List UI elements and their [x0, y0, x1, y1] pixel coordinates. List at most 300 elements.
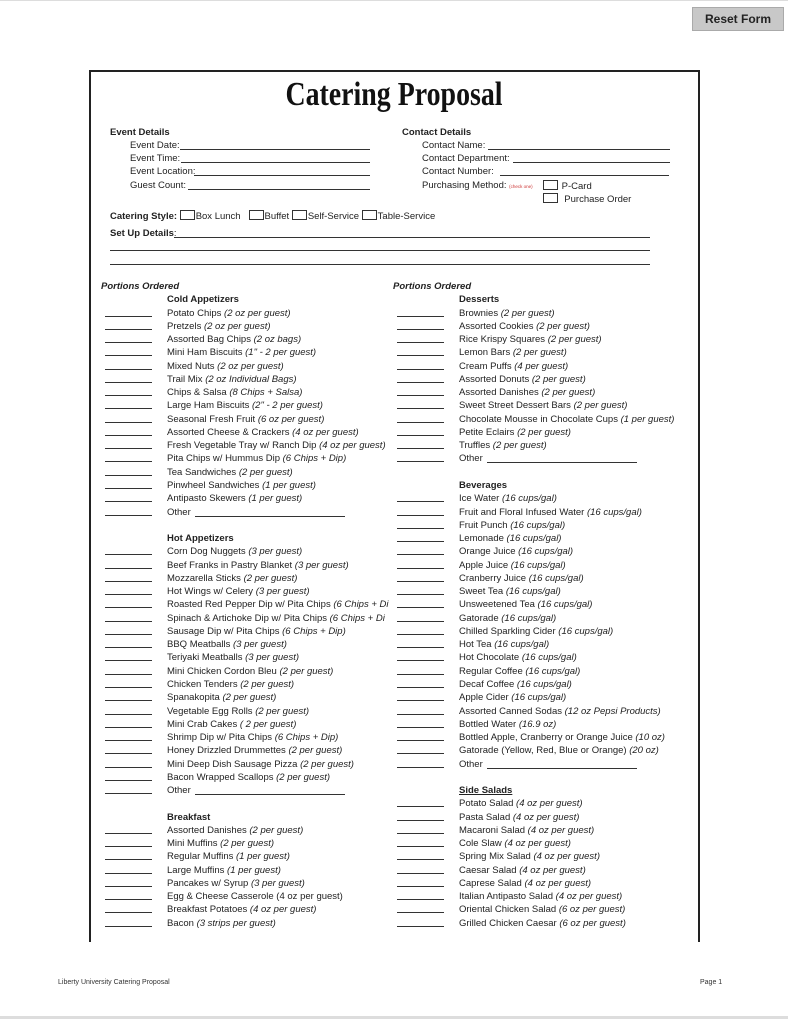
portion-quantity-field[interactable]: [105, 700, 152, 701]
item-portion-note: (6 oz per guest): [559, 917, 626, 929]
pcard-option[interactable]: [543, 180, 592, 193]
item-portion-note: (2 per guest): [279, 665, 334, 677]
item-portion-note: (2 per guest): [492, 440, 547, 452]
portion-quantity-field[interactable]: [397, 899, 444, 900]
page-title: Catering Proposal: [285, 76, 503, 113]
item-label: [459, 333, 602, 346]
item-name: Vegetable Egg Rolls: [167, 705, 253, 717]
portion-quantity-field[interactable]: [105, 408, 152, 409]
item-name: Potato Chips: [167, 307, 222, 319]
self-service-checkbox[interactable]: [292, 210, 307, 220]
item-label: [459, 439, 547, 452]
portion-quantity-field[interactable]: [397, 316, 444, 317]
self-service-label: Self-Service: [307, 211, 360, 222]
item-label: [167, 426, 359, 439]
item-label: [167, 466, 293, 479]
menu-item-row: [105, 651, 405, 664]
portion-quantity-field[interactable]: [397, 554, 444, 555]
portion-quantity-field[interactable]: [105, 594, 152, 595]
portion-quantity-field[interactable]: [105, 515, 152, 516]
portion-quantity-field[interactable]: [397, 873, 444, 874]
portion-quantity-field[interactable]: [105, 435, 152, 436]
item-label: [167, 744, 342, 757]
portion-quantity-field[interactable]: [397, 886, 444, 887]
item-name: Sweet Street Dessert Bars: [459, 400, 571, 412]
item-label: [167, 506, 345, 519]
menu-item-row: [397, 678, 697, 691]
portion-quantity-field[interactable]: [397, 621, 444, 622]
portion-quantity-field[interactable]: [397, 501, 444, 502]
portion-quantity-field[interactable]: [105, 607, 152, 608]
menu-item-row: [105, 572, 405, 585]
setup-details-line-1[interactable]: [174, 237, 650, 238]
portion-quantity-field[interactable]: [105, 501, 152, 502]
portion-quantity-field[interactable]: [397, 581, 444, 582]
portion-quantity-field[interactable]: [397, 674, 444, 675]
portion-quantity-field[interactable]: [105, 395, 152, 396]
item-label: [167, 864, 281, 877]
item-label: [459, 877, 591, 890]
item-label: [459, 612, 556, 625]
item-portion-note: (2 per guest): [220, 838, 275, 850]
menu-item-row: [105, 665, 405, 678]
other-item-field[interactable]: [195, 506, 345, 517]
menu-item-row: [105, 360, 405, 373]
menu-item-row: [105, 452, 405, 465]
contact-department-label: Contact Department:: [422, 153, 510, 164]
item-portion-note: (2 per guest): [222, 692, 277, 704]
portion-quantity-field[interactable]: [105, 727, 152, 728]
item-name: Grilled Chicken Caesar: [459, 917, 557, 929]
portion-quantity-field[interactable]: [397, 342, 444, 343]
contact-department-field[interactable]: [513, 162, 670, 163]
portion-quantity-field[interactable]: [105, 714, 152, 715]
portion-quantity-field[interactable]: [105, 687, 152, 688]
menu-item-row: [397, 665, 697, 678]
portion-quantity-field[interactable]: [105, 740, 152, 741]
contact-details-heading: Contact Details: [402, 127, 472, 138]
item-name: Roasted Red Pepper Dip w/ Pita Chips: [167, 599, 331, 611]
item-name: Petite Eclairs: [459, 426, 515, 438]
item-name: Chips & Salsa: [167, 387, 227, 399]
menu-item-row: [397, 797, 697, 810]
item-name: Spring Mix Salad: [459, 851, 531, 863]
portion-quantity-field[interactable]: [105, 660, 152, 661]
item-label: [167, 492, 302, 505]
item-portion-note: (16 cups/gal): [528, 572, 584, 584]
portion-quantity-field[interactable]: [397, 859, 444, 860]
portion-quantity-field[interactable]: [105, 316, 152, 317]
item-name: Regular Coffee: [459, 665, 523, 677]
other-item-row: [105, 784, 405, 797]
item-label: [459, 506, 642, 519]
event-location-label: Event Location:: [130, 166, 196, 177]
event-details-heading: Event Details: [110, 127, 170, 138]
menu-item-row: [105, 320, 405, 333]
section-heading: [105, 293, 405, 306]
item-portion-note: (6 oz per guest): [558, 904, 626, 916]
purchasing-method-label: [422, 180, 533, 193]
item-name: Decaf Coffee: [459, 678, 515, 690]
item-name: Pancakes w/ Syrup: [167, 877, 249, 889]
item-name: Antipasto Skewers: [167, 493, 246, 505]
contact-number-field[interactable]: [500, 175, 669, 176]
menu-item-row: [397, 864, 697, 877]
portion-quantity-field[interactable]: [105, 873, 152, 874]
portion-quantity-field[interactable]: [105, 488, 152, 489]
menu-item-row: [105, 612, 405, 625]
item-portion-note: (2 per guest): [512, 347, 567, 359]
item-name: Cream Puffs: [459, 360, 512, 372]
setup-details-line-3[interactable]: [110, 264, 650, 265]
item-label: [167, 479, 316, 492]
item-name: Other: [459, 453, 483, 465]
portion-quantity-field[interactable]: [397, 806, 444, 807]
menu-item-row: [397, 705, 697, 718]
portion-quantity-field[interactable]: [397, 382, 444, 383]
menu-item-row: [105, 903, 405, 916]
item-portion-note: (2 per guest): [300, 758, 354, 770]
item-label: [459, 413, 674, 426]
box-lunch-checkbox[interactable]: [180, 210, 195, 220]
item-label: [459, 625, 613, 638]
portion-quantity-field[interactable]: [397, 422, 444, 423]
portion-quantity-field[interactable]: [105, 554, 152, 555]
portion-quantity-field[interactable]: [105, 475, 152, 476]
menu-item-row: [105, 731, 405, 744]
portion-quantity-field[interactable]: [105, 780, 152, 781]
portion-quantity-field[interactable]: [105, 568, 152, 569]
portion-quantity-field[interactable]: [397, 395, 444, 396]
portion-quantity-field[interactable]: [105, 674, 152, 675]
portion-quantity-field[interactable]: [105, 621, 152, 622]
contact-name-field[interactable]: [488, 149, 670, 150]
buffet-label: Buffet: [264, 211, 290, 222]
item-name: Sausage Dip w/ Pita Chips: [167, 625, 280, 637]
reset-form-button[interactable]: Reset Form: [692, 7, 784, 31]
item-name: Italian Antipasto Salad: [459, 891, 554, 903]
item-label: [459, 598, 592, 611]
item-label: [167, 678, 294, 691]
portion-quantity-field[interactable]: [105, 886, 152, 887]
item-label: [167, 386, 302, 399]
portion-quantity-field[interactable]: [397, 714, 444, 715]
purchase-order-checkbox[interactable]: [543, 193, 558, 203]
item-label: [459, 399, 627, 412]
item-portion-note: (4 oz per guest): [533, 851, 600, 863]
item-portion-note: ( 2 per guest): [239, 718, 297, 730]
item-name: Egg & Cheese Casserole (4 oz per guest): [167, 891, 343, 903]
item-portion-note: (4 oz per guest): [512, 811, 580, 823]
pcard-checkbox[interactable]: [543, 180, 558, 190]
item-name: Seasonal Fresh Fruit: [167, 413, 256, 425]
item-label: [167, 758, 354, 771]
item-name: Potato Salad: [459, 798, 514, 810]
item-label: [167, 784, 345, 797]
spacer: [105, 519, 405, 532]
menu-item-row: [397, 559, 697, 572]
portion-quantity-field[interactable]: [105, 793, 152, 794]
item-name: Pasta Salad: [459, 811, 511, 823]
portion-quantity-field[interactable]: [105, 448, 152, 449]
menu-item-row: [397, 612, 697, 625]
menu-item-row: [397, 837, 697, 850]
item-portion-note: (1 per guest): [236, 851, 290, 863]
portion-quantity-field[interactable]: [105, 461, 152, 462]
item-label: [167, 691, 276, 704]
setup-details-line-2[interactable]: [110, 250, 650, 251]
portion-quantity-field[interactable]: [397, 369, 444, 370]
purchase-order-option[interactable]: [543, 193, 631, 206]
table-service-label: Table-Service: [377, 211, 436, 222]
item-name: Pretzels: [167, 320, 202, 332]
item-portion-note: (2 per guest): [500, 307, 555, 319]
item-label: [459, 545, 573, 558]
menu-item-row: [397, 850, 697, 863]
portion-quantity-field[interactable]: [105, 369, 152, 370]
item-label: [167, 532, 234, 545]
catering-style-row: [110, 210, 435, 223]
item-name: Breakfast Potatoes: [167, 904, 248, 916]
event-time-field[interactable]: [181, 162, 370, 163]
item-name: Macaroni Salad: [459, 824, 526, 836]
item-name: Trail Mix: [167, 373, 203, 385]
portion-quantity-field[interactable]: [105, 634, 152, 635]
menu-item-row: [397, 718, 697, 731]
item-name: Other: [459, 758, 483, 770]
menu-item-row: [397, 824, 697, 837]
item-label: [167, 651, 299, 664]
menu-item-row: [397, 506, 697, 519]
item-name: Honey Drizzled Drummettes: [167, 745, 286, 757]
item-label: [167, 545, 302, 558]
item-portion-note: (2" - 2 per guest): [252, 400, 323, 412]
item-label: [459, 386, 595, 399]
item-portion-note: (4 oz per guest): [292, 426, 359, 438]
item-name: Pita Chips w/ Hummus Dip: [167, 453, 280, 465]
purchase-order-label: Purchase Order: [564, 194, 632, 205]
item-label: [101, 280, 179, 293]
item-label: [459, 850, 600, 863]
portion-quantity-field[interactable]: [397, 833, 444, 834]
menu-item-row: [105, 837, 405, 850]
item-portion-note: (2 per guest): [249, 824, 304, 836]
portion-quantity-field[interactable]: [105, 382, 152, 383]
item-name: Assorted Donuts: [459, 373, 530, 385]
item-label: [167, 360, 284, 373]
item-name: Cole Slaw: [459, 838, 502, 850]
item-portion-note: (4 per guest): [514, 360, 569, 372]
menu-item-row: [105, 479, 405, 492]
portion-quantity-field[interactable]: [397, 740, 444, 741]
portion-quantity-field[interactable]: [105, 912, 152, 913]
item-label: [167, 413, 324, 426]
portion-quantity-field[interactable]: [397, 753, 444, 754]
portion-quantity-field[interactable]: [105, 342, 152, 343]
portion-quantity-field[interactable]: [397, 594, 444, 595]
section-heading: [397, 293, 697, 306]
portions-ordered-heading: [101, 280, 405, 293]
menu-item-row: [105, 373, 405, 386]
menu-column-right: [393, 280, 697, 930]
item-portion-note: (2 per guest): [547, 334, 602, 346]
item-portion-note: (16 cups/gal): [521, 652, 577, 664]
item-name: Mini Deep Dish Sausage Pizza: [167, 758, 298, 770]
item-name: Side Salads: [459, 785, 513, 797]
menu-item-row: [397, 731, 697, 744]
portion-quantity-field[interactable]: [397, 767, 444, 768]
item-label: [459, 373, 586, 386]
portion-quantity-field[interactable]: [397, 660, 444, 661]
portion-quantity-field[interactable]: [105, 355, 152, 356]
other-item-field[interactable]: [487, 758, 637, 769]
item-portion-note: (4 oz per guest): [555, 891, 623, 903]
item-portion-note: (16 cups/gal): [537, 599, 593, 611]
portion-quantity-field[interactable]: [397, 461, 444, 462]
item-name: Spanakopita: [167, 692, 220, 704]
portion-quantity-field[interactable]: [105, 833, 152, 834]
menu-item-row: [397, 413, 697, 426]
item-name: Apple Cider: [459, 692, 509, 704]
portion-quantity-field[interactable]: [397, 541, 444, 542]
portion-quantity-field[interactable]: [105, 581, 152, 582]
portion-quantity-field[interactable]: [397, 634, 444, 635]
item-label: [459, 651, 577, 664]
item-label: [167, 333, 301, 346]
other-item-field[interactable]: [487, 452, 637, 463]
item-label: [459, 903, 625, 916]
item-label: [459, 864, 586, 877]
portion-quantity-field[interactable]: [105, 846, 152, 847]
guest-count-field[interactable]: [188, 189, 370, 190]
portion-quantity-field[interactable]: [397, 515, 444, 516]
item-name: Fruit and Floral Infused Water: [459, 506, 587, 518]
portion-quantity-field[interactable]: [397, 926, 444, 927]
menu-item-row: [105, 585, 405, 598]
item-label: [167, 665, 333, 678]
item-portion-note: (4 oz per guest): [524, 877, 592, 889]
portion-quantity-field[interactable]: [397, 607, 444, 608]
item-portion-note: (2 per guest): [288, 745, 343, 757]
table-service-checkbox[interactable]: [362, 210, 377, 220]
item-portion-note: (16 cups/gal): [505, 586, 561, 598]
item-name: Hot Tea: [459, 639, 492, 651]
menu-item-row: [397, 917, 697, 930]
item-portion-note: (2 per guest): [517, 426, 571, 438]
portion-quantity-field[interactable]: [397, 329, 444, 330]
menu-item-row: [105, 439, 405, 452]
item-portion-note: (2 per guest): [255, 705, 310, 717]
menu-item-row: [397, 572, 697, 585]
portion-quantity-field[interactable]: [397, 687, 444, 688]
portion-quantity-field[interactable]: [105, 753, 152, 754]
section-heading: [105, 532, 405, 545]
portion-quantity-field[interactable]: [397, 647, 444, 648]
portion-quantity-field[interactable]: [397, 355, 444, 356]
item-portion-note: (2 oz bags): [253, 334, 302, 346]
portion-quantity-field[interactable]: [105, 767, 152, 768]
item-label: [167, 877, 305, 890]
item-label: [459, 678, 572, 691]
menu-item-row: [105, 864, 405, 877]
item-label: [167, 320, 271, 333]
menu-item-row: [397, 426, 697, 439]
item-label: [459, 705, 661, 718]
portion-quantity-field[interactable]: [105, 859, 152, 860]
item-portion-note: (6 Chips + Di: [333, 599, 389, 611]
portion-quantity-field[interactable]: [105, 926, 152, 927]
portion-quantity-field[interactable]: [397, 568, 444, 569]
item-label: [167, 625, 346, 638]
item-name: Hot Wings w/ Celery: [167, 586, 254, 598]
item-label: [459, 293, 499, 306]
item-name: Fruit Punch: [459, 519, 508, 531]
item-portion-note: (4 oz per guest): [249, 904, 317, 916]
item-name: Mixed Nuts: [167, 360, 215, 372]
item-name: Hot Appetizers: [167, 533, 234, 545]
event-date-field[interactable]: [180, 149, 370, 150]
menu-item-row: [397, 744, 697, 757]
portion-quantity-field[interactable]: [397, 846, 444, 847]
other-item-field[interactable]: [195, 784, 345, 795]
item-name: Desserts: [459, 294, 500, 306]
menu-item-row: [105, 638, 405, 651]
menu-item-row: [397, 625, 697, 638]
item-portion-note: (16 cups/gal): [558, 625, 614, 637]
item-label: [459, 426, 571, 439]
menu-column-left: [101, 280, 405, 930]
item-portion-note: (16 cups/gal): [511, 692, 567, 704]
item-label: [459, 346, 567, 359]
item-portion-note: (4 oz per guest): [527, 824, 595, 836]
buffet-checkbox[interactable]: [249, 210, 264, 220]
item-portion-note: (3 per guest): [245, 652, 300, 664]
menu-item-row: [397, 386, 697, 399]
item-name: Beverages: [459, 479, 508, 491]
item-label: [167, 824, 303, 837]
event-date-label: Event Date:: [130, 140, 180, 151]
item-label: [459, 691, 566, 704]
setup-details-label: Set Up Details:: [110, 228, 177, 239]
item-name: Sweet Tea: [459, 586, 504, 598]
portion-quantity-field[interactable]: [397, 820, 444, 821]
item-label: [167, 638, 287, 651]
box-lunch-label: Box Lunch: [195, 211, 241, 222]
item-name: Pinwheel Sandwiches: [167, 479, 260, 491]
portion-quantity-field[interactable]: [105, 329, 152, 330]
menu-item-row: [397, 492, 697, 505]
portion-quantity-field[interactable]: [397, 912, 444, 913]
portion-quantity-field[interactable]: [105, 647, 152, 648]
portion-quantity-field[interactable]: [397, 727, 444, 728]
portion-quantity-field[interactable]: [105, 422, 152, 423]
item-label: [167, 903, 316, 916]
portion-quantity-field[interactable]: [105, 899, 152, 900]
portion-quantity-field[interactable]: [397, 435, 444, 436]
menu-item-row: [397, 307, 697, 320]
portion-quantity-field[interactable]: [397, 700, 444, 701]
pcard-label: P-Card: [561, 181, 592, 192]
event-location-field[interactable]: [194, 175, 370, 176]
portion-quantity-field[interactable]: [397, 448, 444, 449]
item-name: Lemonade: [459, 533, 504, 545]
portion-quantity-field[interactable]: [397, 408, 444, 409]
menu-item-row: [105, 824, 405, 837]
portion-quantity-field[interactable]: [397, 528, 444, 529]
item-name: Cranberry Juice: [459, 572, 527, 584]
menu-item-row: [105, 333, 405, 346]
item-portion-note: (1 per guest): [248, 493, 303, 505]
